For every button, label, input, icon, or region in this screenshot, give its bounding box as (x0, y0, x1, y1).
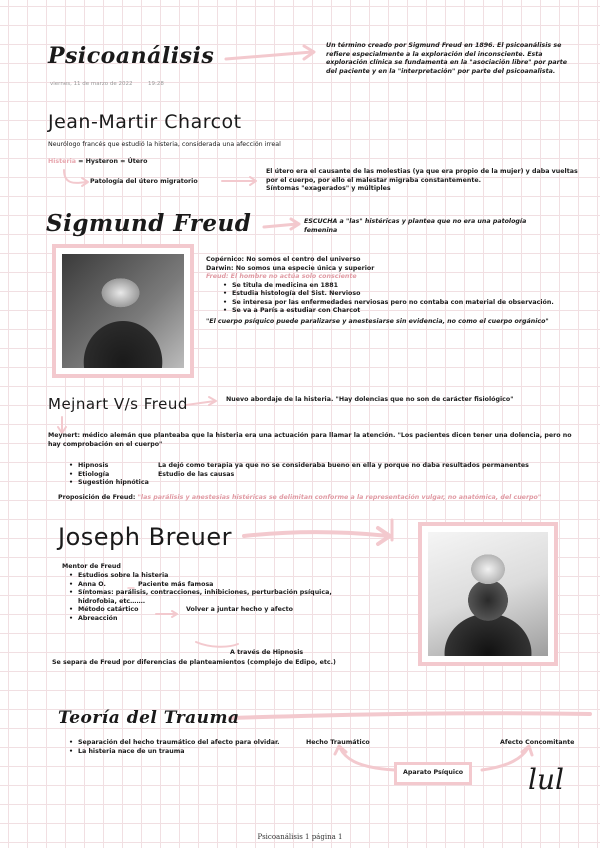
histeria-etymology (48, 158, 147, 167)
list-item: • Estudios sobre la histeria (66, 572, 356, 581)
uterus-explanation (266, 168, 584, 194)
list-item: • Síntomas: parálisis, contracciones, inhibiciones, perturbación psíquica, hidrofobia, etc……. (66, 589, 356, 606)
item-label: Método catártico (78, 606, 139, 613)
freud-listen-note: ESCUCHA a "las" histéricas y plantea que no era una patología femenina (304, 218, 527, 234)
list-item: • La histeria nace de un trauma (66, 748, 286, 757)
page-time: 19:28 (148, 81, 164, 87)
item-desc: Estudio de las causas (158, 470, 235, 478)
diagram-aparato: Aparato Psíquico (394, 762, 472, 785)
freud-body-note: "El cuerpo psíquico puede paralizarse y anestesiarse sin evidencia, no como el cuerpo orgánico" (206, 317, 549, 325)
histeria-word: Histeria (48, 158, 76, 165)
list-item: • Estudia histología del Sist. Nervioso (220, 290, 566, 299)
freud-details (206, 256, 566, 326)
proposal-text: "las parálisis y anestesias histéricas se delimitan conforme a la representación vulgar, no anatómica, del cuerpo" (135, 494, 542, 501)
item-desc: Paciente más famosa (138, 580, 214, 588)
page-footer: Psicoanálisis 1 página 1 (257, 833, 343, 841)
breuer-title: Joseph Breuer (58, 523, 233, 551)
breuer-through: A través de Hipnosis (230, 649, 304, 656)
item-label: Sugestión hipnótica (78, 479, 149, 486)
list-item (66, 581, 356, 590)
signature: lul (528, 763, 564, 796)
freud-list (220, 282, 566, 316)
freud-photo-frame (52, 244, 194, 378)
item-desc: La dejó como terapia ya que no se consideraba bueno en ella y porque no daba resultados permanentes (158, 462, 529, 469)
list-item (66, 606, 356, 615)
freud-title: Sigmund Freud (46, 210, 252, 237)
list-item: • Se interesa por las enfermedades nerviosas pero no contaba con material de observación. (220, 299, 566, 308)
meynert-list (66, 462, 586, 488)
list-item (66, 462, 586, 471)
list-item (66, 479, 586, 488)
list-item: • Se titula de medicina en 1881 (220, 282, 566, 291)
breuer-mentor: Mentor de Freud (62, 563, 121, 570)
uterus-pathology: Patología del útero migratorio (90, 178, 198, 185)
page-date: viernes, 11 de marzo de 2022 (50, 81, 133, 87)
freud-proposal (58, 494, 584, 503)
list-item: • Separación del hecho traumático del afecto para olvidar. (66, 739, 286, 748)
uterus-explanation-text: El útero era el causante de las molestias (ya que era propio de la mujer) y daba vueltas por el cuerpo, por ello el malestar migraba constantemente. (266, 168, 578, 184)
meynert-approach: Nuevo abordaje de la histeria. "Hay dolencias que no son de carácter fisiológico" (226, 396, 514, 403)
freud-photo (62, 254, 184, 368)
freud-line: Freud: El hombre no actúa solo consciente (206, 273, 357, 280)
psychoanalysis-definition: Un término creado por Sigmund Freud en 1896. El psicoanálisis se refiere especialmente a la exploración del inconsciente. Esta exploración clínica se fundamenta en la "asociación libre" por parte del paciente y en la "interpretación" por parte del psicoanalista. (326, 42, 568, 75)
charcot-intro: Neurólogo francés que estudió la histeria, considerada una afección irreal (48, 141, 281, 148)
breuer-separation: Se separa de Freud por diferencias de planteamientos (complejo de Edipo, etc.) (52, 659, 336, 666)
trauma-title: Teoría del Trauma (58, 708, 240, 728)
darwin-line: Darwin: No somos una especie única y superior (206, 264, 375, 272)
item-label: Etiología (78, 470, 110, 478)
breuer-photo (428, 532, 548, 656)
list-item: • Se va a París a estudiar con Charcot (220, 307, 566, 316)
histeria-etym-rest: = Hysteron = Útero (75, 158, 148, 165)
copernico-line: Copérnico: No somos el centro del universo (206, 256, 361, 263)
meynert-title: Mejnart V/s Freud (48, 395, 188, 413)
trauma-list (66, 739, 286, 756)
breuer-photo-frame (418, 522, 558, 666)
item-label: Anna O. (78, 580, 106, 588)
list-item: • Abreacción (66, 615, 356, 624)
symptoms-note: Síntomas "exagerados" y múltiples (266, 185, 391, 192)
charcot-title: Jean-Martir Charcot (48, 111, 242, 133)
list-item (66, 471, 586, 480)
proposal-label: Proposición de Freud: (58, 494, 136, 501)
item-desc: Volver a juntar hecho y afecto (186, 606, 293, 613)
meynert-paragraph: Meynert: médico alemán que planteaba que la histeria era una actuación para llamar la atención. "Los pacientes dicen tener una dolencia, pero no hay comprobación en el cuerpo" (48, 432, 572, 448)
breuer-list (66, 572, 356, 623)
item-label: Hipnosis (78, 462, 109, 469)
diagram-hecho: Hecho Traumático (306, 739, 370, 746)
diagram-afecto: Afecto Concomitante (500, 739, 575, 746)
page-title: Psicoanálisis (48, 43, 215, 69)
